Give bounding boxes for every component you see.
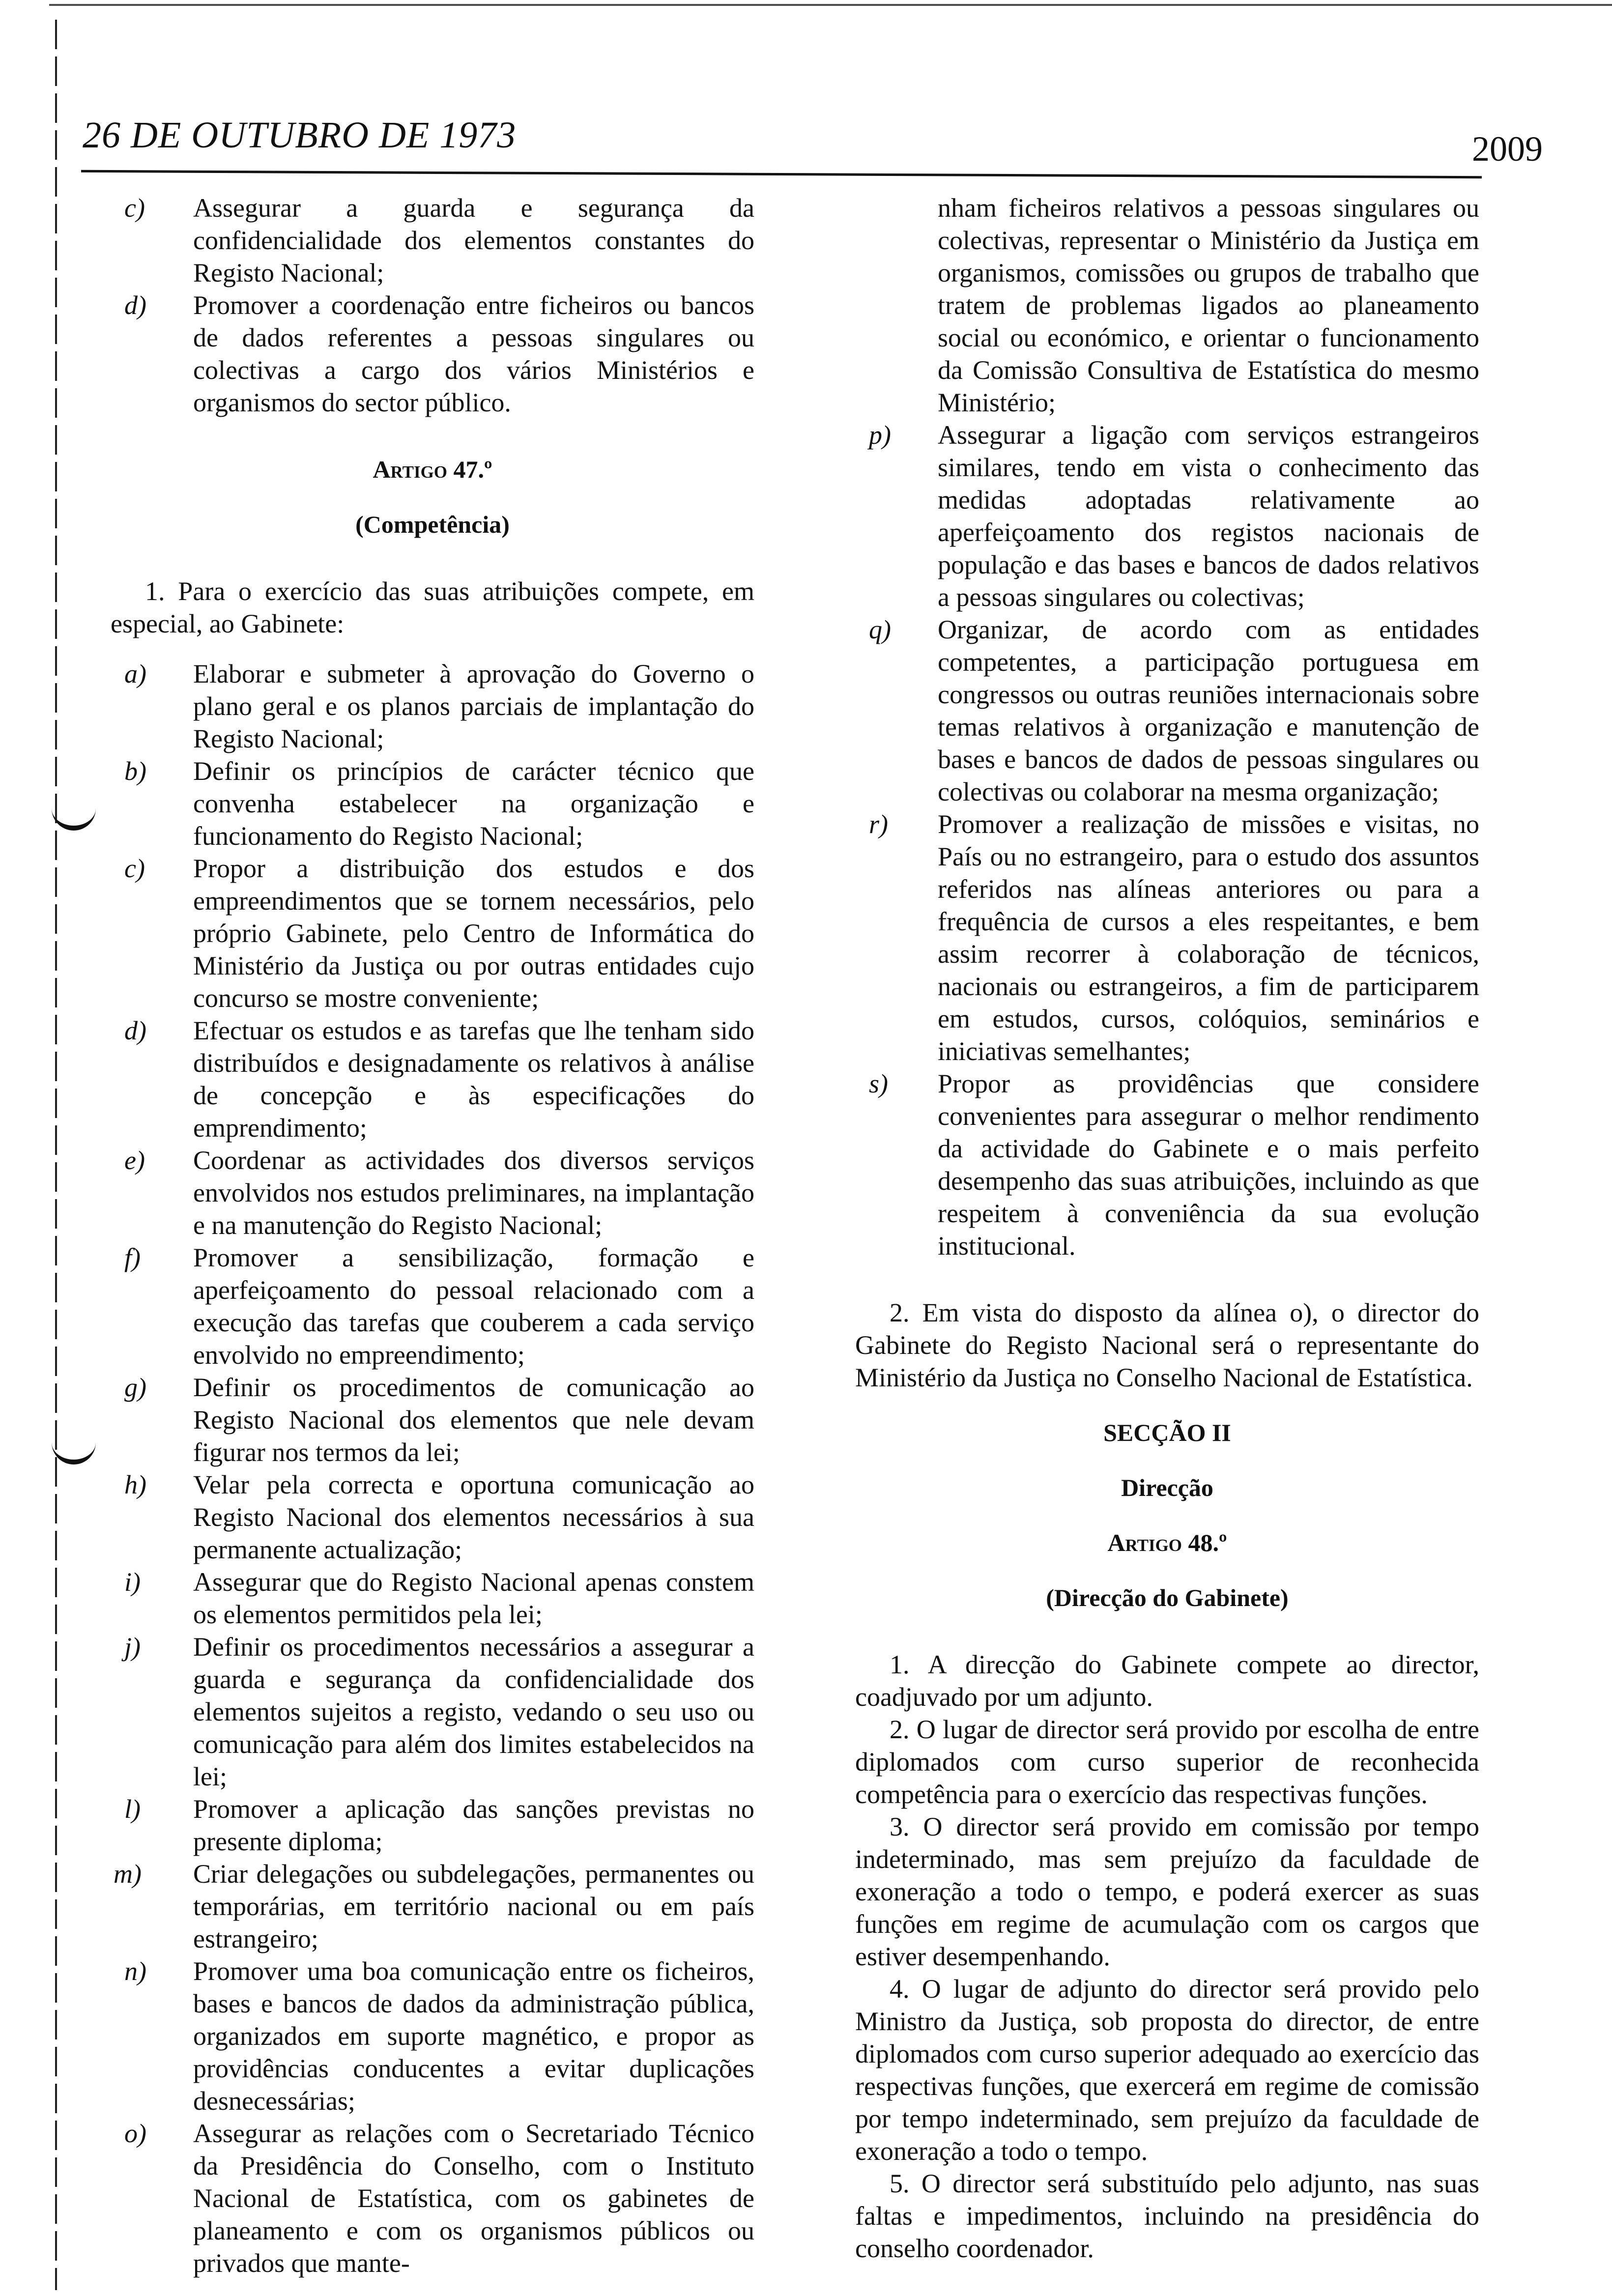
left-column xyxy=(111,192,754,2279)
list-item: l) Promover a aplicação das sanções previstas no presente diploma; xyxy=(124,1794,754,1856)
article-title: Artigo 47.º xyxy=(373,456,492,483)
margin-check-mark xyxy=(52,806,96,831)
list-item: n) Promover uma boa comunicação entre os ficheiros, bases e bancos de dados da administração pública, organizados em suporte magnético, e propor as providências conducentes a evitar duplicações desnecessárias; xyxy=(124,1956,754,2116)
list-item: q) Organizar, de acordo com as entidades competentes, a participação portuguesa em congressos ou outras reuniões internacionais sobre temas relativos à organização e manutenção de bases e bancos de dados de pessoas singulares ou colectivas ou colaborar na mesma organização; xyxy=(869,615,1479,806)
list-item: f) Promover a sensibilização, formação e aperfeiçoamento do pessoal relacionado com a execução das tarefas que couberem a cada serviço envolvido no empreendimento; xyxy=(124,1243,754,1370)
list-item: o) Assegurar as relações com o Secretariado Técnico da Presidência do Conselho, com o Instituto Nacional de Estatística, com os gabinetes de planeamento e com os organismos públicos ou privados que mante- xyxy=(124,2119,754,2278)
article-paragraph: 1. A direcção do Gabinete compete ao director, coadjuvado por um adjunto. xyxy=(855,1650,1479,1712)
paragraph-2: 2. Em vista do disposto da alínea o), o director do Gabinete do Registo Nacional será o representante do Ministério da Justiça no Conselho Nacional de Estatística. xyxy=(855,1298,1479,1392)
list-item: j) Definir os procedimentos necessários a assegurar a guarda e segurança da confidencialidade dos elementos sujeitos a registo, vedando o seu uso ou comunicação para além dos limites estabelecidos na lei; xyxy=(124,1632,754,1791)
list-item: r) Promover a realização de missões e visitas, no País ou no estrangeiro, para o estudo dos assuntos referidos nas alíneas anteriores ou para a frequência de cursos a eles respeitantes, e bem assim recorrer à colaboração de técnicos, nacionais ou estrangeiros, a fim de participarem em estudos, cursos, colóquios, seminários e iniciativas semelhantes; xyxy=(869,809,1479,1066)
list-item: i) Assegurar que do Registo Nacional apenas constem os elementos permitidos pela lei; xyxy=(124,1567,754,1629)
scan-top-edge xyxy=(49,4,1612,6)
list-item: g) Definir os procedimentos de comunicação ao Registo Nacional dos elementos que nele devam figurar nos termos da lei; xyxy=(124,1373,754,1467)
list-item: m) Criar delegações ou subdelegações, permanentes ou temporárias, em território nacional ou em país estrangeiro; xyxy=(114,1859,754,1953)
list-item: d) Efectuar os estudos e as tarefas que lhe tenham sido distribuídos e designadamente os relativos à análise de concepção e às especificações do emprendimento; xyxy=(124,1016,754,1143)
page-number: 2009 xyxy=(1472,129,1543,169)
list-item: d) Promover a coordenação entre ficheiros ou bancos de dados referentes a pessoas singulares ou colectivas a cargo dos vários Ministérios e organismos do sector público. xyxy=(124,290,754,417)
list-item: p) Assegurar a ligação com serviços estrangeiros similares, tendo em vista o conhecimento das medidas adoptadas relativamente ao aperfeiçoamento dos registos nacionais de população e das bases e bancos de dados relativos a pessoas singulares ou colectivas; xyxy=(869,420,1479,612)
right-column xyxy=(855,192,1479,2265)
article-subtitle: (Competência) xyxy=(355,511,510,538)
margin-check-mark xyxy=(52,1440,96,1464)
article-paragraph: 2. O lugar de director será provido por escolha de entre diplomados com curso superior de reconhecida competência para o exercício das respectivas funções. xyxy=(855,1715,1479,1809)
item-continuation: nham ficheiros relativos a pessoas singulares ou colectivas, representar o Ministério da Justiça em organismos, comissões ou grupos de trabalho que tratem de problemas ligados ao planeamento social ou económico, e orientar o funcionamento da Comissão Consultiva de Estatística do mesmo Ministério; xyxy=(938,193,1479,417)
list-item: s) Propor as providências que considere convenientes para assegurar o melhor rendimento da actividade do Gabinete e o mais perfeito desempenho das suas atribuições, incluindo as que respeitem à conveniência da sua evolução institucional. xyxy=(869,1069,1479,1261)
list-item: e) Coordenar as actividades dos diversos serviços envolvidos nos estudos preliminares, na implantação e na manutenção do Registo Nacional; xyxy=(124,1146,754,1240)
list-item: c) Propor a distribuição dos estudos e dos empreendimentos que se tornem necessários, pelo próprio Gabinete, pelo Centro de Informática do Ministério da Justiça ou por outras entidades cujo concurso se mostre conveniente; xyxy=(124,854,754,1013)
article-paragraph: 5. O director será substituído pelo adjunto, nas suas faltas e impedimentos, incluindo na presidência do conselho coordenador. xyxy=(855,2169,1479,2263)
header-rule xyxy=(81,170,1482,178)
page-header-date: 26 DE OUTUBRO DE 1973 xyxy=(83,115,517,156)
list-item: a) Elaborar e submeter à aprovação do Governo o plano geral e os planos parciais de implantação do Registo Nacional; xyxy=(124,659,754,753)
section-name: Direcção xyxy=(1121,1474,1213,1501)
list-item: b) Definir os princípios de carácter técnico que convenha estabelecer na organização e funcionamento do Registo Nacional; xyxy=(124,756,754,851)
section-title: SECÇÃO II xyxy=(1103,1419,1231,1446)
article-paragraph: 3. O director será provido em comissão por tempo indeterminado, mas sem prejuízo da faculdade de exoneração a todo o tempo, e poderá exercer as suas funções em regime de acumulação com os cargos que estiver desempenhando. xyxy=(855,1812,1479,1971)
list-item: h) Velar pela correcta e oportuna comunicação ao Registo Nacional dos elementos necessários à sua permanente actualização; xyxy=(124,1470,754,1564)
article-paragraph: 4. O lugar de adjunto do director será provido pelo Ministro da Justiça, sob proposta do director, de entre diplomados com curso superior adequado ao exercício das respectivas funções, que exercerá em regime de comissão por tempo indeterminado, sem prejuízo da faculdade de exoneração a todo o tempo. xyxy=(855,1974,1479,2166)
list-item: c) Assegurar a guarda e segurança da confidencialidade dos elementos constantes do Registo Nacional; xyxy=(124,193,754,287)
article-intro: 1. Para o exercício das suas atribuições compete, em especial, ao Gabinete: xyxy=(111,576,754,638)
article-subtitle: (Direcção do Gabinete) xyxy=(1046,1584,1289,1611)
scan-margin-line xyxy=(55,20,57,2290)
article-title: Artigo 48.º xyxy=(1107,1529,1227,1556)
